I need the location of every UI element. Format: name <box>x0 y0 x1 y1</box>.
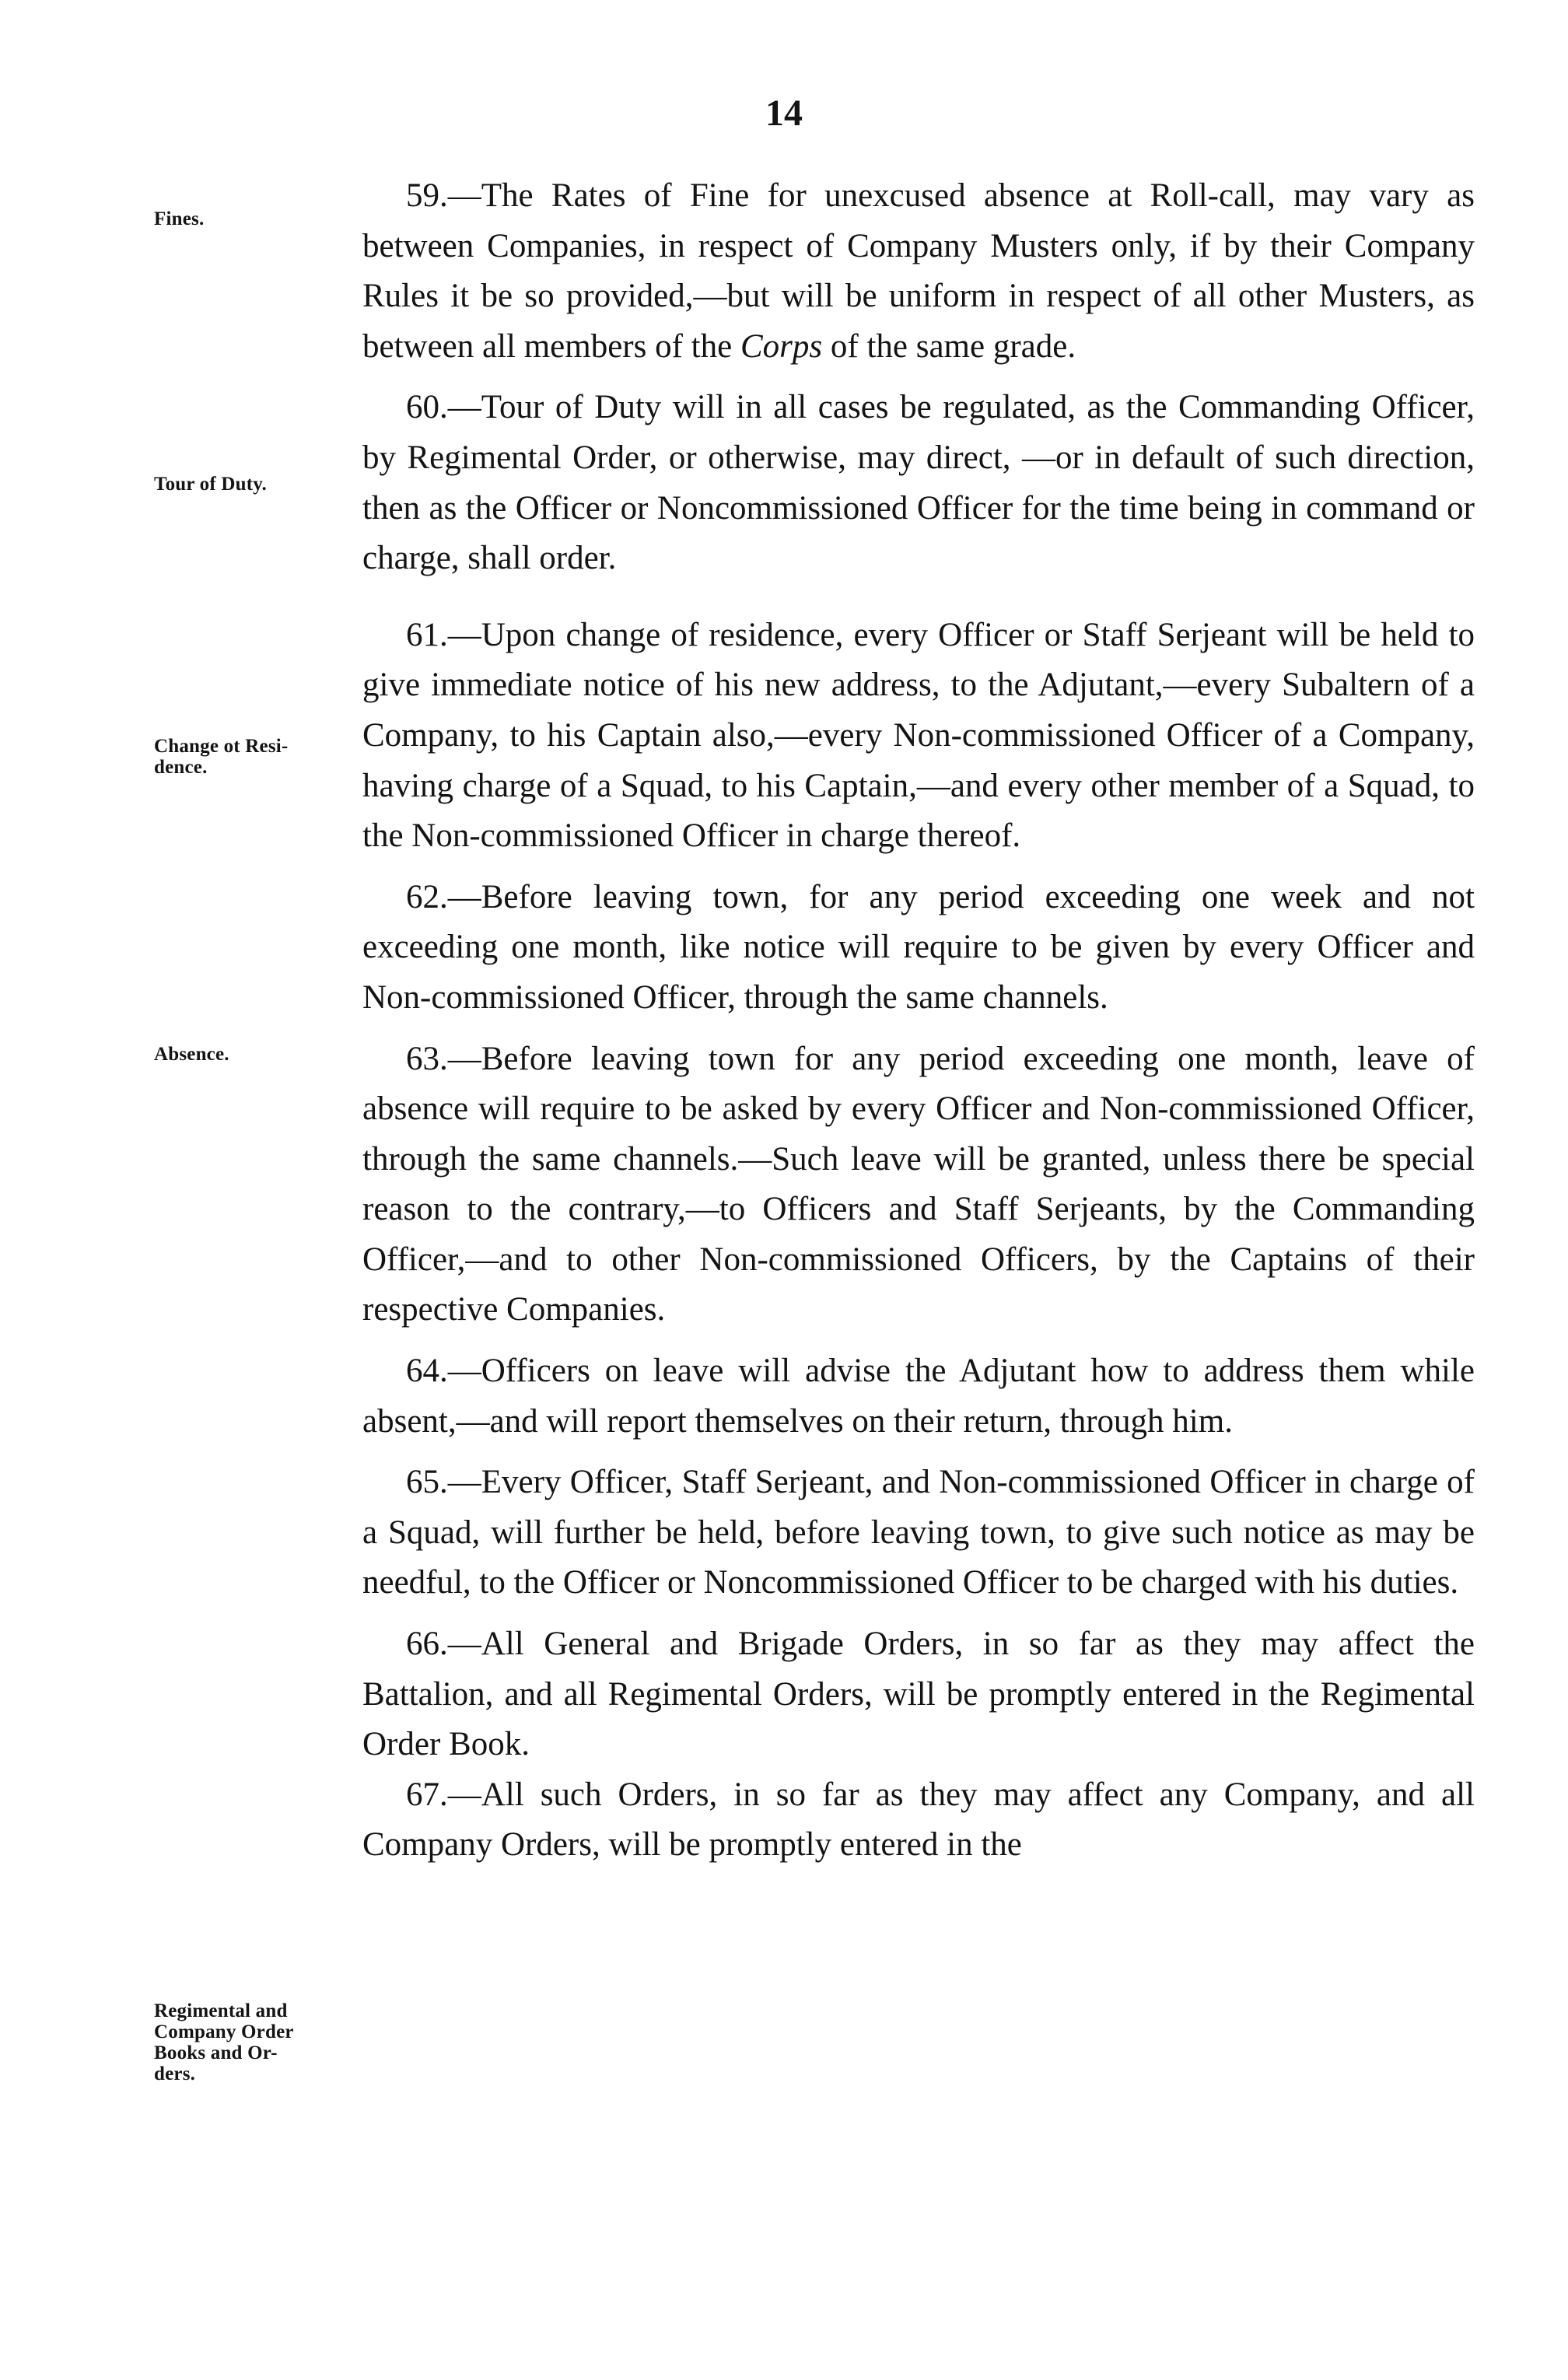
paragraph-67: 67.—All such Orders, in so far as they may affect any Company, and all Company Orders, will be promptly entered in the <box>362 1776 1475 1864</box>
paragraph-61: 61.—Upon change of residence, every Officer or Staff Serjeant will be held to give immediate notice of his new address, to the Adjutant,—every Subaltern of a Company, to his Captain also,—every Non-commissioned Officer of a Company, having charge of a Squad, to his Captain,—and every other member of a Squad, to the Non-commissioned Officer in charge thereof. <box>362 616 1475 855</box>
corps-italic: Corps <box>740 327 823 365</box>
margin-note-line: Change ot Resi- <box>154 736 289 757</box>
body-text <box>362 171 1475 1871</box>
paragraph-59-tail: of the same grade. <box>822 327 1076 365</box>
paragraph-60: 60.—Tour of Duty will in all cases be regulated, as the Commanding Officer, by Regimental Order, or otherwise, may direct, —or in default of such direction, then as the Officer or Noncommissioned Officer for the time being in command or charge, shall order. <box>362 389 1475 577</box>
margin-note-line: Books and Or- <box>154 2042 278 2063</box>
margin-note-absence: Absence. <box>154 1044 229 1065</box>
paragraph-64: 64.—Officers on leave will advise the Adjutant how to address them while absent,—and will report themselves on their return, through him. <box>362 1353 1475 1440</box>
margin-note-change-of-residence <box>154 736 364 778</box>
paragraph-62: 62.—Before leaving town, for any period exceeding one week and not exceeding one month, like notice will require to be given by every Officer and Non-commissioned Officer, through the same channels. <box>362 878 1475 1016</box>
margin-note-fines: Fines. <box>154 208 205 229</box>
paragraph-59 <box>362 171 1475 372</box>
margin-note-line: dence. <box>154 757 208 778</box>
paragraph-65: 65.—Every Officer, Staff Serjeant, and Non-commissioned Officer in charge of a Squad, will further be held, before leaving town, to give such notice as may be needful, to the Officer or Noncommissioned Officer to be charged with his duties. <box>362 1464 1475 1601</box>
margin-note-line: Regimental and <box>154 2000 288 2021</box>
paragraph-63: 63.—Before leaving town for any period exceeding one month, leave of absence will require to be asked by every Officer and Non-commissioned Officer, through the same channels.—Such leave will be granted, unless there be special reason to the contrary,—to Officers and Staff Serjeants, by the Commanding Officer,—and to other Non-commissioned Officers, by the Captains of their respective Companies. <box>362 1040 1475 1328</box>
margin-note-line: ders. <box>154 2063 196 2084</box>
margin-note-regimental-orders <box>154 2000 364 2084</box>
paragraph-66: 66.—All General and Brigade Orders, in so far as they may affect the Battalion, and all Regimental Orders, will be promptly entered in the Regimental Order Book. <box>362 1626 1475 1763</box>
margin-note-tour-of-duty: Tour of Duty. <box>154 474 268 495</box>
paragraph-59-text: 59.—The Rates of Fine for unexcused absence at Roll-call, may vary as between Companies, in respect of Company Musters only, if by their Company Rules it be so provided,—but will be uniform in respect of all other Musters, as between all members of the <box>362 177 1475 365</box>
margin-note-line: Company Order <box>154 2021 294 2042</box>
page-number: 14 <box>765 93 803 134</box>
